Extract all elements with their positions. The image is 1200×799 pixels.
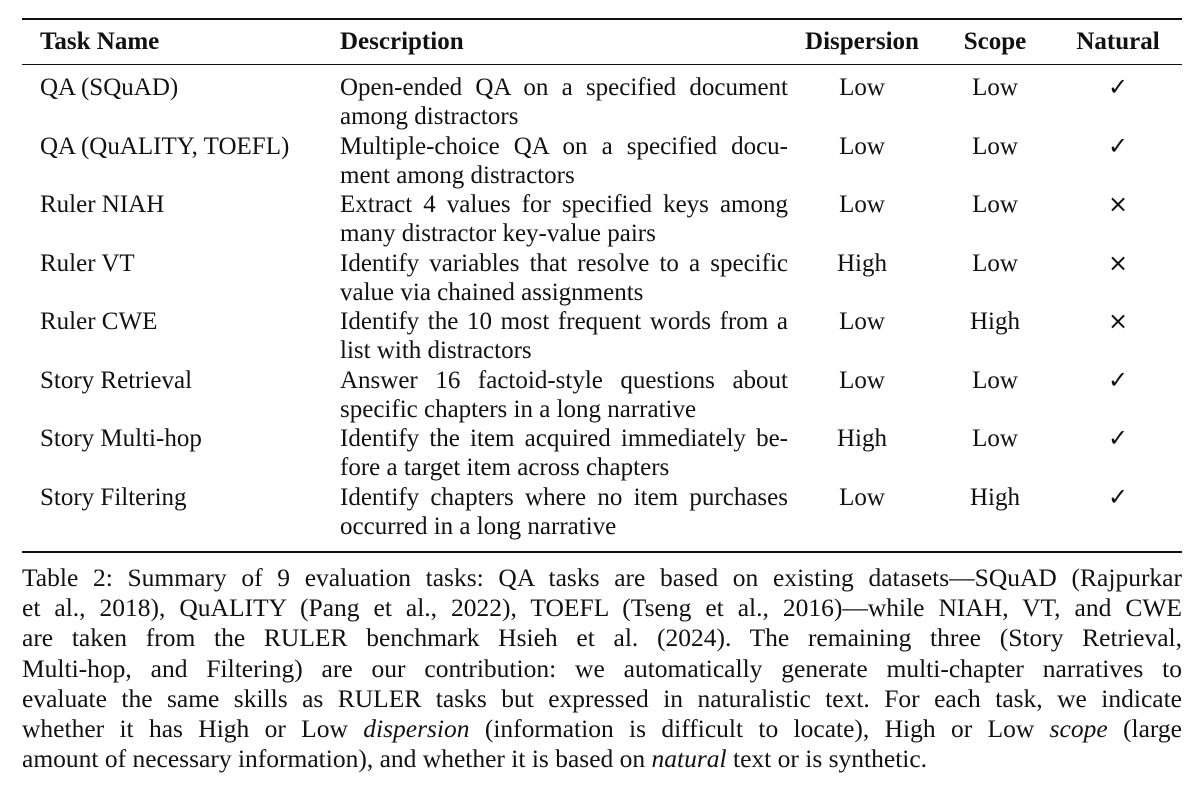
description-line: occurred in a long narrative [340, 512, 617, 540]
caption-term-scope: scope [1049, 714, 1108, 744]
dispersion-cell: High [837, 249, 887, 277]
header-dispersion: Dispersion [805, 27, 919, 55]
task-name-cell: Story Retrieval [40, 366, 193, 394]
description-cell [340, 190, 788, 248]
natural-check-icon: ✓ [1107, 482, 1129, 511]
scope-cell: Low [972, 132, 1018, 160]
caption-line: Multi-hop, and Filtering) are our contribution: we automatically generate multi-chapter narratives to [22, 653, 1182, 683]
description-line: Extract 4 values for specified keys among [340, 191, 788, 218]
description-line: value via chained assignments [340, 278, 644, 306]
dispersion-cell: Low [839, 74, 885, 101]
description-line: Open-ended QA on a specified document [340, 74, 788, 101]
scope-cell: High [970, 308, 1020, 335]
dispersion-cell: Low [839, 366, 885, 394]
description-cell [340, 132, 788, 190]
table-row [22, 424, 1182, 483]
task-name-cell: QA (SQuAD) [40, 74, 179, 101]
caption-line [22, 714, 1182, 744]
caption-line: evaluate the same skills as RULER tasks but expressed in naturalistic text. For each task, we indicate [22, 683, 1182, 713]
dispersion-cell: Low [839, 132, 885, 160]
caption-text: text or is synthetic. [726, 744, 928, 774]
natural-cross-icon: × [1107, 190, 1129, 218]
scope-cell: High [970, 483, 1020, 511]
natural-cross-icon: × [1107, 307, 1129, 335]
description-line: Identify variables that resolve to a specific [340, 249, 788, 277]
natural-check-icon: ✓ [1107, 365, 1129, 394]
caption-line [22, 744, 1182, 774]
scope-cell: Low [972, 249, 1018, 277]
table-row [22, 190, 1182, 249]
table-row [22, 483, 1182, 542]
caption-text: whether it has High or Low [22, 714, 364, 744]
table-bottom-rule [22, 551, 1182, 553]
header-description: Description [340, 27, 464, 55]
description-cell [340, 73, 788, 131]
scope-cell: Low [972, 74, 1018, 101]
table-row [22, 132, 1182, 191]
description-line: specific chapters in a long narrative [340, 395, 697, 423]
task-name-cell: Ruler CWE [40, 308, 158, 335]
description-line: Identify the 10 most frequent words from a [340, 308, 788, 335]
description-cell [340, 249, 788, 307]
description-line: Multiple-choice QA on a specified docu- [340, 132, 788, 160]
caption-text: amount of necessary information), and whether it is based on [22, 744, 652, 774]
description-cell [340, 307, 788, 365]
caption-term-natural: natural [651, 744, 727, 774]
scope-cell: Low [972, 191, 1018, 218]
table-row [22, 249, 1182, 308]
dispersion-cell: Low [839, 191, 885, 218]
description-line: list with distractors [340, 337, 532, 364]
description-line: Answer 16 factoid-style questions about [340, 366, 788, 394]
natural-cross-icon: × [1107, 248, 1129, 277]
description-cell [340, 483, 788, 541]
header-natural: Natural [1076, 27, 1160, 55]
dispersion-cell: High [837, 425, 887, 452]
caption-line: Table 2: Summary of 9 evaluation tasks: QA tasks are based on existing datasets—SQuAD (Rajpurkar [22, 563, 1182, 592]
dispersion-cell: Low [839, 308, 885, 335]
caption-line: et al., 2018), QuALITY (Pang et al., 2022), TOEFL (Tseng et al., 2016)—while NIAH, VT, and CWE [22, 593, 1182, 623]
description-line: Identify chapters where no item purchases [340, 483, 788, 511]
scope-cell: Low [972, 425, 1018, 452]
table-row [22, 73, 1182, 132]
description-line: among distractors [340, 103, 519, 130]
task-name-cell: Ruler NIAH [40, 191, 165, 218]
scope-cell: Low [972, 366, 1018, 394]
natural-check-icon: ✓ [1107, 131, 1129, 160]
table-header-row [22, 20, 1182, 62]
table-container [22, 18, 1182, 553]
description-line: Identify the item acquired immediately be- [340, 425, 788, 452]
description-line: many distractor key-value pairs [340, 220, 656, 247]
dispersion-cell: Low [839, 483, 885, 511]
caption-text: (information is difficult to locate), High or Low [469, 714, 1050, 744]
caption-term-dispersion: dispersion [363, 714, 470, 744]
caption-line: are taken from the RULER benchmark Hsieh et al. (2024). The remaining three (Story Retrieval, [22, 623, 1182, 653]
table-body [22, 65, 1182, 541]
task-name-cell: QA (QuALITY, TOEFL) [40, 132, 290, 160]
table-row [22, 307, 1182, 366]
task-name-cell: Ruler VT [40, 249, 135, 277]
header-scope: Scope [963, 27, 1027, 55]
header-task-name: Task Name [40, 27, 160, 55]
description-line: fore a target item across chapters [340, 454, 670, 481]
description-line: ment among distractors [340, 161, 575, 189]
description-cell [340, 366, 788, 424]
natural-check-icon: ✓ [1107, 424, 1129, 452]
description-cell [340, 424, 788, 482]
task-name-cell: Story Multi-hop [40, 425, 202, 452]
task-name-cell: Story Filtering [40, 483, 187, 511]
table-row [22, 366, 1182, 425]
table-caption [22, 563, 1182, 774]
natural-check-icon: ✓ [1107, 73, 1129, 101]
caption-text: (large [1107, 714, 1182, 744]
